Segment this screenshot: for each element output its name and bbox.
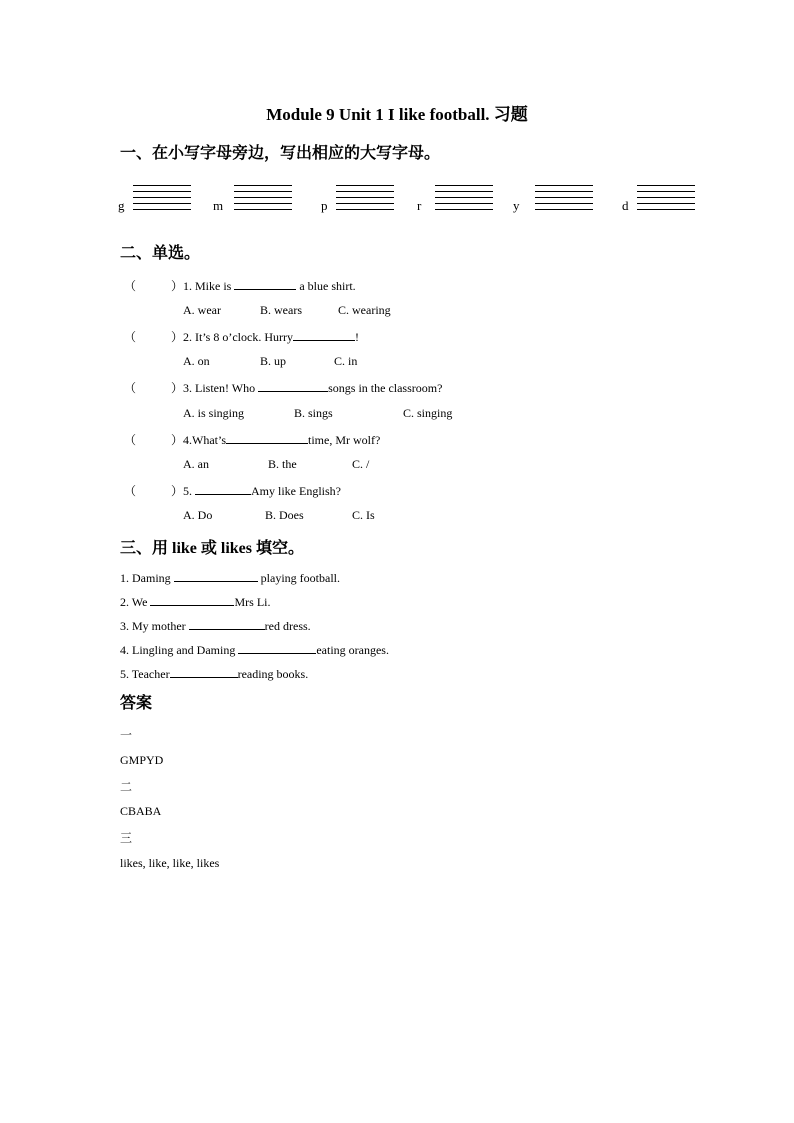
question-4	[171, 431, 380, 448]
writing-lines-y[interactable]	[535, 185, 593, 212]
fill-blank[interactable]	[174, 569, 258, 582]
option-b: B. wears	[260, 303, 302, 317]
answer-2: CBABA	[120, 804, 162, 818]
option-c: C. /	[352, 457, 370, 471]
fill-text: eating oranges.	[316, 643, 389, 657]
option-b: B. up	[260, 354, 287, 368]
fill-text: red dress.	[264, 619, 311, 633]
fill-item-5	[120, 665, 308, 682]
answer-1: GMPYD	[120, 753, 164, 767]
option-c: C. in	[334, 354, 358, 368]
answer-bracket-open: （	[124, 381, 137, 395]
answer-blank[interactable]	[234, 277, 296, 290]
option-b: B. sings	[294, 406, 333, 420]
writing-lines-r[interactable]	[435, 185, 493, 212]
answer-blank[interactable]	[258, 379, 328, 392]
option-b: B. Does	[265, 508, 304, 522]
fill-blank[interactable]	[238, 641, 316, 654]
option-a: A. is singing	[183, 406, 245, 420]
fill-item-3	[120, 617, 311, 634]
writing-lines-g[interactable]	[133, 185, 191, 212]
answer-blank[interactable]	[195, 482, 251, 495]
question-stem: ）5.	[171, 484, 196, 498]
question-stem: !	[354, 330, 359, 344]
writing-lines-p[interactable]	[336, 185, 394, 212]
writing-lines-d[interactable]	[637, 185, 695, 212]
answer-blank[interactable]	[226, 431, 308, 444]
fill-text: 4. Lingling and Daming	[120, 643, 239, 657]
question-stem: songs in the classroom?	[328, 381, 443, 395]
fill-item-4	[120, 641, 389, 658]
question-stem: ）1. Mike is	[171, 279, 235, 293]
answers-heading: 答案	[120, 695, 153, 712]
letter-m: m	[213, 198, 224, 213]
section2-heading: 二、单选。	[120, 245, 201, 262]
answer-bracket-open: （	[124, 279, 137, 293]
answer-label-3: 三	[120, 831, 133, 845]
section1-heading: 一、在小写字母旁边，写出相应的大写字母。	[120, 145, 441, 162]
fill-text: Mrs Li.	[234, 595, 271, 609]
letter-y: y	[513, 198, 520, 213]
option-a: A. wear	[183, 303, 221, 317]
fill-text: 5. Teacher	[120, 667, 170, 681]
fill-text: playing football.	[257, 571, 340, 585]
section3-heading: 三、用 like 或 likes 填空。	[120, 540, 305, 557]
fill-blank[interactable]	[189, 617, 265, 630]
answer-blank[interactable]	[293, 328, 355, 341]
answer-label-2: 二	[120, 780, 133, 794]
question-stem: ）3. Listen! Who	[171, 381, 259, 395]
letter-g: g	[118, 198, 125, 213]
fill-text: 1. Daming	[120, 571, 174, 585]
fill-text: 3. My mother	[120, 619, 189, 633]
question-stem: a blue shirt.	[296, 279, 356, 293]
question-stem: ）2. It’s 8 o’clock. Hurry	[171, 330, 293, 344]
page-title: Module 9 Unit 1 I like football. 习题	[266, 105, 528, 124]
option-a: A. an	[183, 457, 209, 471]
option-a: A. on	[183, 354, 210, 368]
answer-label-1: 一	[120, 728, 133, 742]
writing-lines-m[interactable]	[234, 185, 292, 212]
option-c: C. Is	[352, 508, 375, 522]
answer-bracket-open: （	[124, 484, 137, 498]
fill-item-1	[120, 569, 340, 586]
letter-r: r	[417, 198, 422, 213]
fill-text: reading books.	[237, 667, 309, 681]
answer-bracket-open: （	[124, 433, 137, 447]
option-c: C. singing	[403, 406, 453, 420]
letter-d: d	[622, 198, 629, 213]
answer-bracket-open: （	[124, 330, 137, 344]
question-stem: time, Mr wolf?	[308, 433, 381, 447]
question-stem: ）4.What’s	[171, 433, 226, 447]
question-1	[171, 277, 356, 294]
option-c: C. wearing	[338, 303, 391, 317]
question-2	[171, 328, 359, 345]
option-a: A. Do	[183, 508, 213, 522]
fill-blank[interactable]	[170, 665, 238, 678]
option-b: B. the	[268, 457, 297, 471]
fill-item-2	[120, 593, 270, 610]
fill-text: 2. We	[120, 595, 151, 609]
question-5	[171, 482, 341, 499]
question-stem: Amy like English?	[251, 484, 342, 498]
question-3	[171, 379, 442, 396]
fill-blank[interactable]	[150, 593, 234, 606]
letter-p: p	[321, 198, 328, 213]
answer-3: likes, like, like, likes	[120, 856, 220, 870]
